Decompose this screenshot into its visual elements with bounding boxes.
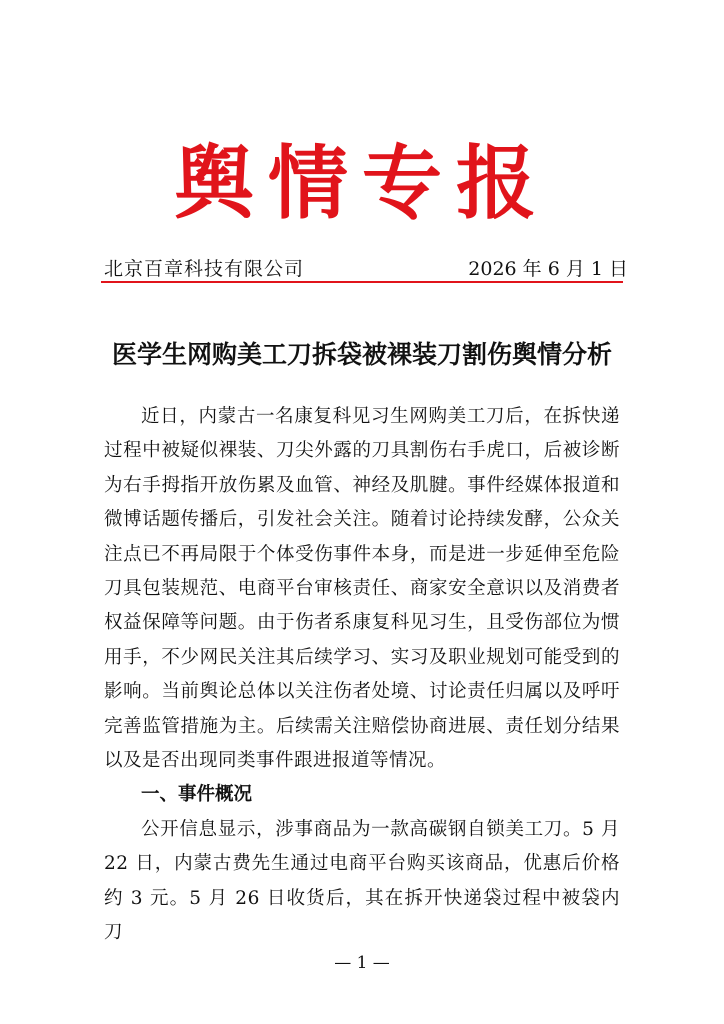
intro-paragraph: 近日，内蒙古一名康复科见习生网购美工刀后，在拆快递过程中被疑似裸装、刀尖外露的刀具割伤右手虎口，后被诊断为右手拇指开放伤累及血管、神经及肌腱。事件经媒体报道和微博话题传播后，引发社会关注。随着讨论持续发酵，公众关注点已不再局限于个体受伤事件本身，而是进一步延伸至危险刀具包装规范、电商平台审核责任、商家安全意识以及消费者权益保障等问题。由于伤者系康复科见习生，且受伤部位为惯用手，不少网民关注其后续学习、实习及职业规划可能受到的影响。当前舆论总体以关注伤者处境、讨论责任归属以及呼吁完善监管措施为主。后续需关注赔偿协商进展、责任划分结果以及是否出现同类事件跟进报道等情况。 xyxy=(104,406,620,772)
issue-date: 2026 年 6 月 1 日 xyxy=(468,258,628,280)
masthead-title: 舆情专报 xyxy=(174,136,550,230)
header-divider xyxy=(101,281,623,283)
section-paragraph: 公开信息显示，涉事商品为一款高碳钢自锁美工刀。5 月 22 日，内蒙古费先生通过电商平台购买该商品，优惠后价格约 3 元。5 月 26 日收货后，其在拆开快递袋过程中被袋内刀 xyxy=(104,818,620,944)
organization-name: 北京百章科技有限公司 xyxy=(104,258,305,280)
document-title: 医学生网购美工刀拆袋被裸装刀割伤舆情分析 xyxy=(111,340,612,369)
page-number: — 1 — xyxy=(334,953,390,973)
section-heading: 一、事件概况 xyxy=(141,784,253,806)
document-body xyxy=(104,400,620,951)
